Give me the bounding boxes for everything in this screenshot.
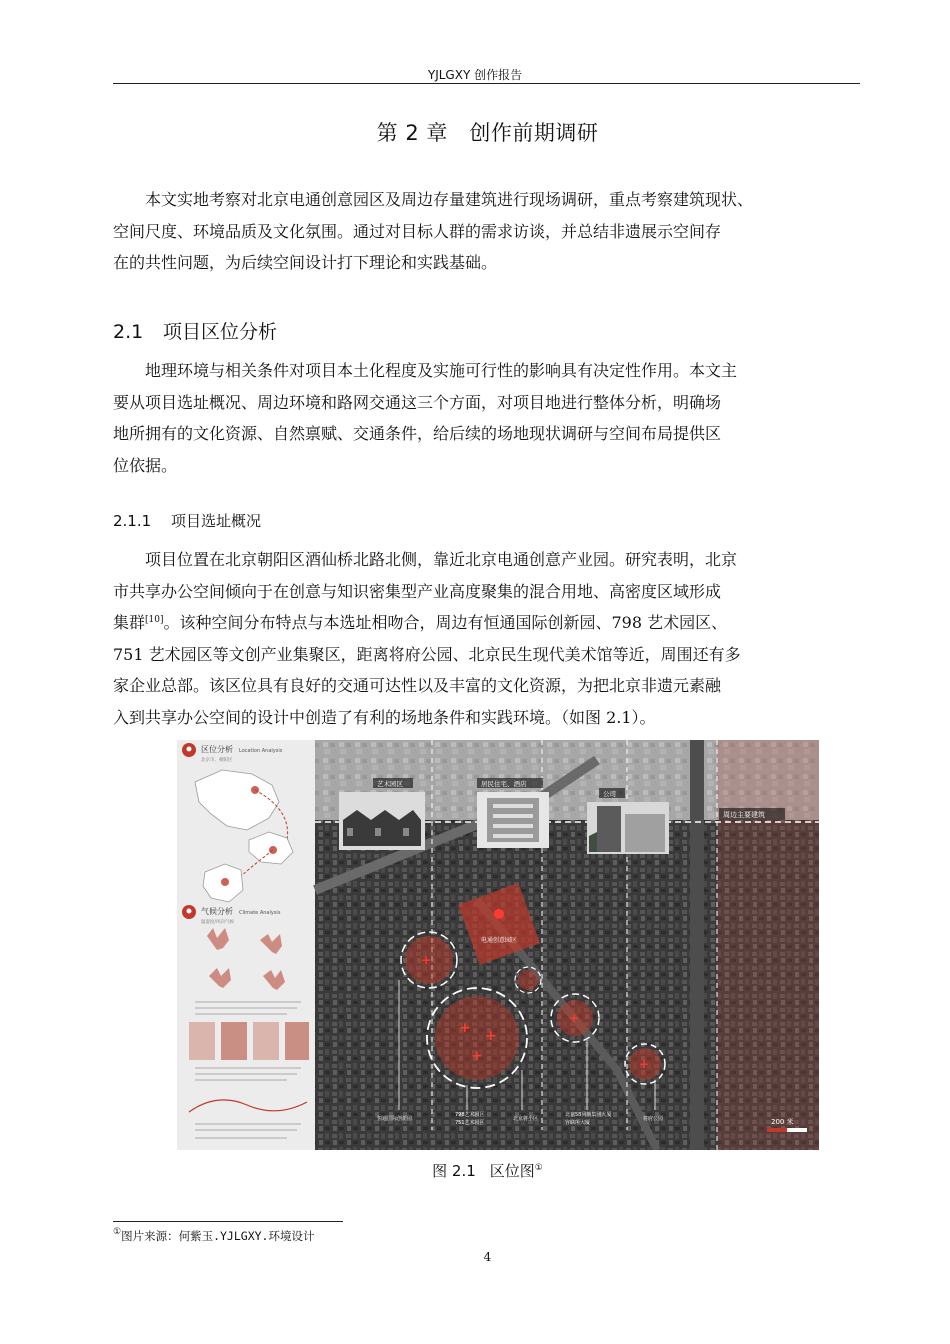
paragraph-line: 要从项目选址概况、周边环境和路网交通这三个方面，对项目地进行整体分析，明确场 xyxy=(113,392,722,412)
scale-label: 200 米 xyxy=(771,1118,794,1126)
svg-text:+: + xyxy=(421,953,432,967)
paragraph-line xyxy=(113,607,863,639)
bottom-label: 恒通国际创新园 xyxy=(377,1116,413,1122)
photo-label-residential: 居民住宅、酒店 xyxy=(481,780,527,788)
section-heading-2-1-1 xyxy=(113,510,261,531)
paragraph-line: 751 艺术园区等文创产业集聚区，距离将府公园、北京民生现代美术馆等近，周围还有多 xyxy=(113,644,741,664)
paragraph-line: 家企业总部。该区位具有良好的交通可达性以及丰富的文化资源，为把北京非遗元素融 xyxy=(113,676,722,695)
bottom-label: 751艺术园区 xyxy=(455,1120,485,1126)
footnote-ref[interactable]: ① xyxy=(534,1163,543,1173)
section-title: 项目区位分析 xyxy=(163,321,278,343)
svg-text:+: + xyxy=(485,1028,497,1044)
footnote-text: 图片来源：何紫玉.YJLGXY.环境设计 xyxy=(121,1229,315,1243)
bottom-label: 容联所大厦 xyxy=(565,1120,591,1126)
side-band xyxy=(717,740,819,1150)
photo-company xyxy=(587,802,669,854)
page-header: YJLGXY 创作报告 xyxy=(427,68,523,82)
paragraph-line: 地所拥有的文化资源、自然禀赋、交通条件，给后续的场地现状调研与空间布局提供区 xyxy=(113,424,722,443)
photo-art-district xyxy=(339,792,425,850)
chapter-title: 第 2 章 创作前期调研 xyxy=(376,121,599,145)
climate-title-en: Climate Analysis xyxy=(239,910,281,916)
paragraph-line: 地理环境与相关条件对项目本土化程度及实施可行性的影响具有决定性作用。本文主 xyxy=(113,361,738,380)
intro-line: 本文实地考察对北京电通创意园区及周边存量建筑进行现场调研，重点考察建筑现状、 xyxy=(113,190,754,209)
location-pin-icon xyxy=(182,743,196,757)
footnote xyxy=(113,1228,314,1244)
footnote-mark: ① xyxy=(113,1227,122,1237)
photo-label-art: 艺术园区 xyxy=(377,780,403,788)
page-number: 4 xyxy=(483,1250,492,1264)
subsection-title: 项目选址概况 xyxy=(171,512,262,530)
figure-number: 图 2.1 xyxy=(432,1162,476,1180)
location-title-en: Location Analysis xyxy=(239,748,283,754)
paragraph-line: 项目位置在北京朝阳区酒仙桥北路北侧，靠近北京电通创意产业园。研究表明，北京 xyxy=(113,550,738,569)
photo-label-company: 公司 xyxy=(603,790,616,798)
paragraph-line: 入到共享办公空间的设计中创造了有利的场地条件和实践环境。（如图 2.1）。 xyxy=(113,707,656,727)
climate-title: 气候分析 xyxy=(201,907,233,916)
intro-line: 空间尺度、环境品质及文化氛围。通过对目标人群的需求访谈，并总结非遗展示空间存 xyxy=(113,221,722,241)
figure-caption xyxy=(0,1160,950,1181)
section-heading-2-1 xyxy=(113,317,277,344)
side-label: 周边主要建筑 xyxy=(723,811,765,819)
svg-text:+: + xyxy=(569,1011,580,1025)
site-label: 电通创意园区 xyxy=(481,937,518,944)
paragraph-line: 位依据。 xyxy=(113,455,178,475)
bottom-label: 798艺术园区 xyxy=(455,1112,485,1118)
bottom-label: 北京58同城集团大厦 xyxy=(565,1112,612,1118)
section-2-1-paragraph xyxy=(113,355,863,481)
intro-line: 在的共性问题，为后续空间设计打下理论和实践基础。 xyxy=(113,253,498,272)
footnote-rule xyxy=(113,1221,343,1222)
citation-ref[interactable]: [10] xyxy=(145,615,164,625)
location-subtitle: 北京市、朝阳区 xyxy=(201,758,233,763)
bottom-label: 将府公园 xyxy=(643,1116,664,1122)
svg-text:+: + xyxy=(639,1057,650,1071)
subsection-number: 2.1.1 xyxy=(113,512,152,530)
section-2-1-1-paragraph xyxy=(113,544,863,733)
paragraph-line: 市共享办公空间倾向于在创意与知识密集型产业高度聚集的混合用地、高密度区域形成 xyxy=(113,581,722,601)
text-run: 。该种空间分布特点与本选址相吻合，周边有恒通国际创新园、798 艺术园区、 xyxy=(163,613,728,632)
section-number: 2.1 xyxy=(113,321,144,343)
header-rule xyxy=(113,83,860,84)
climate-subtitle: 温湿度/风向气候 xyxy=(201,920,235,925)
svg-text:+: + xyxy=(459,1020,471,1036)
climate-pin-icon xyxy=(182,905,196,919)
text-run: 集群 xyxy=(113,613,146,632)
location-title: 区位分析 xyxy=(201,745,233,754)
location-figure xyxy=(177,740,819,1150)
photo-residential xyxy=(477,792,549,848)
intro-paragraph xyxy=(113,184,863,279)
svg-text:+: + xyxy=(471,1048,483,1064)
figure-title: 区位图 xyxy=(489,1162,535,1180)
bottom-label: 北京将小区 xyxy=(513,1116,539,1122)
